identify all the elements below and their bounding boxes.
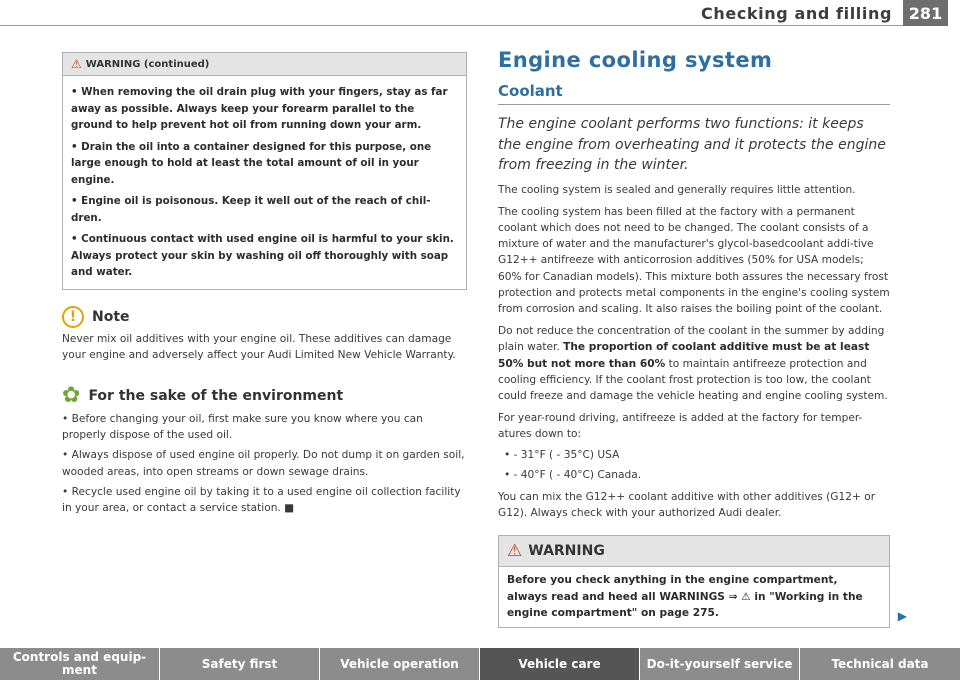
temperature-item: • - 40°F ( - 40°C) Canada. [504,468,642,481]
paragraph-text: to maintain antifreeze protection and cooling efficiency. If the coolant frost protection is too low, the coolant could freeze and damage the vehicle heating and engine cooling system. [498,357,888,402]
continue-arrow-icon: ▶ [897,608,907,623]
warning-item: • When removing the oil drain plug with your fingers, stay as far away as possible. Always keep your forearm parallel to the ground to help prevent hot oil from running down your arm. [71,86,448,131]
warning-item: • Continuous contact with used engine oil is harmful to your skin. Always protect your skin by washing oil off thoroughly with soap and water. [71,233,454,278]
temperature-item: • - 31°F ( - 35°C) USA [504,448,620,461]
warning-item: • Engine oil is poisonous. Keep it well out of the reach of chil-dren. [71,195,431,224]
section-title: Checking and filling [701,4,892,23]
warning-header [499,536,889,567]
footer-tab-diy-service[interactable]: Do-it-yourself service [640,648,800,680]
footer-nav [0,648,960,680]
warning-continued-title: WARNING (continued) [85,58,210,70]
footer-tab-technical[interactable]: Technical data [800,648,960,680]
paragraph: The cooling system has been filled at the factory with a permanent coolant which does not need to be changed. The coolant consists of a mixture of water and the manufacturer's glycol-basedcoolant addi-tive G12++ antifreeze with anticorrosion additives (50% for USA models; 60% for Canadian models). This mixture both assures the necessary frost protection and protects metal components in the engine's cooling system from corrosion and scaling. It also raises the boiling point of the coolant. [498,205,890,315]
paragraph-proportion [498,323,890,404]
warning-item: • Drain the oil into a container designed for this purpose, one large enough to hold at least the total amount of oil in your engine. [71,140,432,186]
note-title: Note [92,308,130,325]
section-heading: Engine cooling system [498,48,773,72]
paragraph: You can mix the G12++ coolant additive with other additives (G12+ or G12). Always check with your authorized Audi dealer. [498,490,876,520]
left-column [62,52,466,516]
header-rule [0,25,915,26]
subsection-heading: Coolant [498,82,890,105]
paragraph-bold-text: The proportion of coolant additive must be at least 50% but not more than 60% [498,341,870,370]
warning-triangle-icon: ⚠ [507,541,523,562]
environment-flower-icon: ✿ [62,382,81,408]
environment-item: • Before changing your oil, first make sure you know where you can properly dispose of the used oil. [62,412,423,442]
warning-box [498,535,907,628]
environment-item: • Always dispose of used engine oil properly. Do not dump it on garden soil, wooded areas, into open streams or down sewage drains. [62,449,465,478]
footer-tab-operation[interactable]: Vehicle operation [320,648,480,680]
warning-triangle-icon: ⚠ [71,57,82,71]
footer-tab-controls[interactable]: Controls and equip-ment [0,648,160,680]
note-heading [62,306,466,328]
footer-tab-vehicle-care[interactable]: Vehicle care [480,648,640,680]
paragraph: For year-round driving, antifreeze is added at the factory for temper-atures down to: [498,412,863,441]
footer-tab-safety[interactable]: Safety first [160,648,320,680]
warning-continued-box [62,52,467,290]
right-column [498,48,907,628]
paragraph: The cooling system is sealed and generally requires little attention. [498,183,856,196]
warning-continued-body [63,76,466,289]
intro-text: The engine coolant performs two functions: it keeps the engine from overheating and it protects the engine from freezing in the winter. [498,116,886,173]
environment-heading [62,382,466,408]
warning-continued-header [63,53,466,76]
environment-item: • Recycle used engine oil by taking it to a used engine oil collection facility in your area, or contact a service station. ■ [62,485,461,514]
note-text: Never mix oil additives with your engine oil. These additives can damage your engine and adversely affect your Audi Limited New Vehicle Warranty. [62,332,456,361]
environment-title: For the sake of the environment [88,387,344,404]
warning-title: WARNING [528,543,605,560]
note-exclamation-icon: ! [62,306,84,328]
page-number: 281 [903,0,948,26]
paragraph-text: Do not reduce the concentration of the coolant in the summer by adding plain water. [498,325,885,354]
warning-text: Before you check anything in the engine compartment, always read and heed all WARNINGS ⇒ ⚠ in "Working in the engine compartment" on page 275. [507,574,863,619]
